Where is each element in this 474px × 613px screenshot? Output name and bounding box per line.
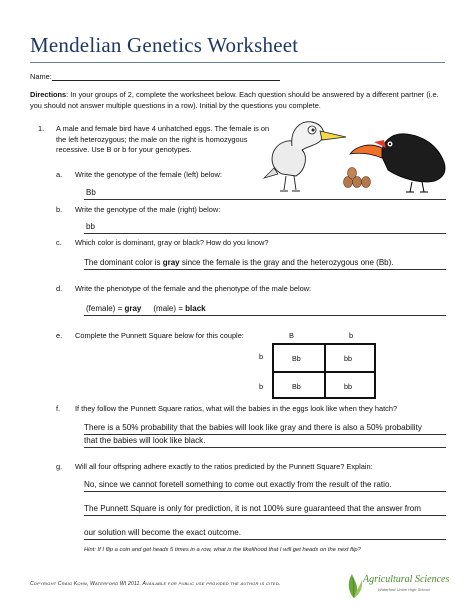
part-c bbox=[56, 238, 268, 248]
part-d-answer-line bbox=[84, 315, 446, 316]
punnett-square bbox=[272, 343, 376, 399]
part-b-letter: b. bbox=[56, 205, 63, 214]
birds-illustration bbox=[262, 112, 452, 194]
logo-name: Agricultural Sciences bbox=[363, 574, 450, 585]
part-a bbox=[56, 170, 222, 180]
directions-label: Directions bbox=[30, 90, 67, 99]
part-g-answer-line-1[interactable]: No, since we cannot foretell something to come out exactly from the result of the ratio. bbox=[84, 480, 392, 489]
part-e-letter: e. bbox=[56, 331, 63, 340]
part-c-letter: c. bbox=[56, 238, 62, 247]
question-1-text: A male and female bird have 4 unhatched eggs. The female is on the left heterozygous; the male on the right is homozygous recessive. Use B or b for your genotypes. bbox=[56, 124, 270, 154]
part-d-question: Write the phenotype of the female and the phenotype of the male below: bbox=[75, 284, 312, 293]
part-g-answer-rule bbox=[84, 515, 446, 516]
punnett-col-header: b bbox=[349, 331, 354, 340]
gray-bird-illustration bbox=[264, 122, 346, 191]
part-a-question: Write the genotype of the female (left) below: bbox=[75, 170, 222, 179]
part-f bbox=[56, 404, 397, 414]
part-g-answer-rule bbox=[84, 539, 446, 540]
part-d-letter: d. bbox=[56, 284, 63, 293]
title-rule bbox=[30, 62, 445, 63]
punnett-divider bbox=[274, 371, 374, 373]
part-g-answer-rule bbox=[84, 491, 446, 492]
copyright-footer: Copyright Craig Kohn, Waterford WI 2011. Available for public use provided the author is cited. bbox=[30, 581, 281, 587]
part-f-question: If they follow the Punnett Square ratios, what will the babies in the eggs look like when they hatch? bbox=[75, 404, 398, 413]
part-b-question: Write the genotype of the male (right) below: bbox=[75, 205, 221, 214]
part-g bbox=[56, 462, 373, 472]
part-f-answer-rule bbox=[84, 434, 446, 435]
part-b-answer[interactable]: bb bbox=[86, 222, 95, 231]
part-g-question: Will all four offspring adhere exactly to the ratios predicted by the Punnett Square? Explain: bbox=[75, 462, 373, 471]
hint-text: Hint: If I flip a coin and get heads 5 times in a row, what is the likelihood that I will get heads on the next flip? bbox=[84, 547, 361, 553]
part-c-answer-line bbox=[84, 269, 446, 270]
part-d-answer[interactable]: (female) = gray (male) = black bbox=[86, 304, 206, 313]
logo-tagline: Waterford Union High School bbox=[378, 587, 430, 592]
part-a-answer[interactable]: Bb bbox=[86, 188, 96, 197]
punnett-row-header: b bbox=[259, 352, 264, 361]
eggs-illustration bbox=[344, 168, 371, 188]
part-g-answer-line-2[interactable]: The Punnett Square is only for prediction, it is not 100% sure guaranteed that the answer from bbox=[84, 504, 421, 513]
punnett-row-header: b bbox=[259, 382, 264, 391]
part-a-answer-line bbox=[84, 199, 446, 200]
name-label: Name: bbox=[30, 72, 52, 81]
part-c-answer[interactable]: The dominant color is gray since the female is the gray and the heterozygous one (Bb). bbox=[84, 258, 394, 267]
part-g-letter: g. bbox=[56, 462, 63, 471]
part-c-question: Which color is dominant, gray or black? How do you know? bbox=[75, 238, 269, 247]
punnett-cell[interactable]: bb bbox=[344, 354, 352, 363]
part-e bbox=[56, 331, 244, 341]
question-number: 1. bbox=[38, 124, 45, 133]
leaf-logo-icon bbox=[344, 570, 364, 600]
punnett-cell[interactable]: bb bbox=[344, 382, 352, 391]
part-b-answer-line bbox=[84, 233, 446, 234]
part-e-question: Complete the Punnett Square below for this couple: bbox=[75, 331, 244, 340]
page-title: Mendelian Genetics Worksheet bbox=[30, 33, 299, 57]
punnett-col-header: B bbox=[289, 331, 294, 340]
directions bbox=[30, 90, 448, 111]
part-b bbox=[56, 205, 220, 215]
part-f-answer-rule bbox=[84, 447, 446, 448]
part-g-answer-line-3[interactable]: our solution will become the exact outcome. bbox=[84, 528, 242, 537]
part-f-answer-line-2[interactable]: that the babies will look like black. bbox=[84, 436, 206, 445]
part-a-letter: a. bbox=[56, 170, 63, 179]
part-f-letter: f. bbox=[56, 404, 61, 413]
punnett-cell[interactable]: Bb bbox=[292, 354, 301, 363]
name-field[interactable] bbox=[52, 80, 280, 81]
question-1 bbox=[38, 124, 273, 156]
part-f-answer-line-1[interactable]: There is a 50% probability that the babies will look like gray and there is also a 50% probability bbox=[84, 423, 422, 432]
part-d bbox=[56, 284, 311, 294]
punnett-cell[interactable]: Bb bbox=[292, 382, 301, 391]
directions-text: : In your groups of 2, complete the worksheet below. Each question should be answered by a different partner (i.e. you should not answer multiple questions in a row). Initial by the questions you complete. bbox=[30, 90, 439, 110]
